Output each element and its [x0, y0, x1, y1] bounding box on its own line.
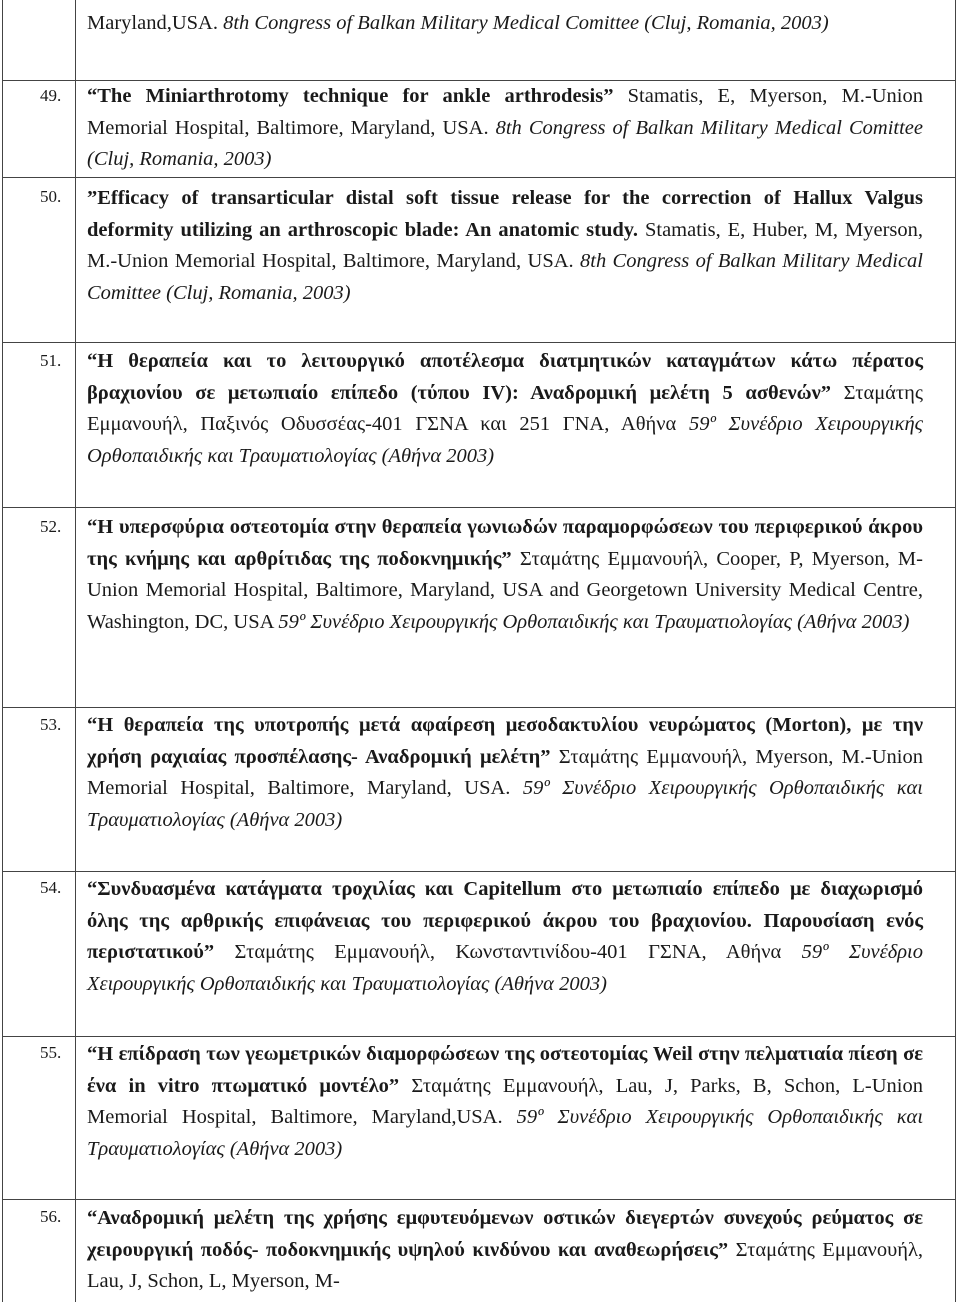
list-item-continuation [87, 8, 923, 40]
entry-title: “The Miniarthrotomy technique for ankle arthrodesis” [87, 85, 614, 107]
entry-conference: 59º Συνέδριο Χειρουργικής Ορθοπαιδικής και Τραυματιολογίας (Αθήνα 2003) [87, 413, 923, 467]
table-border-right [955, 0, 956, 1302]
row-divider [2, 871, 956, 872]
row-divider [2, 1199, 956, 1200]
entry-number: 51. [40, 351, 62, 370]
entry-title: ”Efficacy of transarticular distal soft tissue release for the correction of Hallux Valgus deformity utilizing an arthroscopic blade: An anatomic study. [87, 187, 923, 241]
entry-authors: Σταμάτης Εμμανουήλ, Cooper, P, Myerson, M-Union Memorial Hospital, Baltimore, Maryland, USA and Georgetown University Medical Centre, Washington, DC, USA [87, 547, 923, 633]
entry-authors: Maryland,USA. [87, 12, 218, 34]
entry-conference: 59º Συνέδριο Χειρουργικής Ορθοπαιδικής και Τραυματιολογίας (Αθήνα 2003) [87, 941, 924, 995]
entry-number: 56. [40, 1207, 62, 1226]
entry-conference: 59º Συνέδριο Χειρουργικής Ορθοπαιδικής και Τραυματιολογίας (Αθήνα 2003) [278, 610, 910, 633]
entry-authors: Stamatis, E, Myerson, M.-Union Memorial Hospital, Baltimore, Maryland, USA. [87, 85, 923, 139]
entry-authors: Σταμάτης Εμμανουήλ, Lau, J, Schon, L, Myerson, M- [87, 1238, 924, 1292]
entry-title: “Αναδρομική μελέτη της χρήσης εμφυτευόμενων οστικών διεγερτών συνεχούς ρεύματος σε χειρουργική ποδός- ποδοκνημικής υψηλού κινδύνου και αναθεωρήσεις” [87, 1207, 923, 1261]
entry-title: “Η υπερσφύρια οστεοτομία στην θεραπεία γωνιωδών παραμορφώσεων του περιφερικού άκρου της κνήμης και αρθρίτιδας της ποδοκνημικής” [87, 516, 923, 570]
entry-authors: Σταμάτης Εμμανουήλ, Myerson, M.-Union Memorial Hospital, Baltimore, Maryland, USA. [87, 745, 924, 799]
entry-conference: 8th Congress of Balkan Military Medical Comittee (Cluj, Romania, 2003) [87, 250, 923, 304]
entry-conference: 59º Συνέδριο Χειρουργικής Ορθοπαιδικής και Τραυματιολογίας (Αθήνα 2003) [87, 777, 924, 831]
table-column-divider [75, 0, 76, 1302]
row-divider [2, 507, 956, 508]
list-item [87, 1039, 923, 1165]
entry-conference: 8th Congress of Balkan Military Medical Comittee (Cluj, Romania, 2003) [87, 116, 923, 170]
entry-conference: 8th Congress of Balkan Military Medical Comittee (Cluj, Romania, 2003) [223, 12, 829, 34]
entry-title: “Η επίδραση των γεωμετρικών διαμορφώσεων της οστεοτομίας Weil στην πελματιαία πίεση σε ένα in vitro πτωματικό μοντέλο” [87, 1043, 923, 1097]
list-item [87, 346, 923, 472]
row-divider [2, 1036, 956, 1037]
entry-title: “Η θεραπεία της υποτροπής μετά αφαίρεση μεσοδακτυλίου νευρώματος (Morton), με την χρήση ραχιαίας προσπέλασης- Αναδρομική μελέτη” [87, 714, 923, 768]
table-border-left [2, 0, 3, 1302]
entry-title: “Συνδυασμένα κατάγματα τροχιλίας και Capitellum στο μετωπιαίο επίπεδο με διαχωρισμό όλης της αρθρικής επιφάνειας του περιφερικού άκρου του βραχιονίου. Παρουσίαση ενός περιστατικού” [87, 878, 923, 963]
entry-conference: 59º Συνέδριο Χειρουργικής Ορθοπαιδικής και Τραυματιολογίας (Αθήνα 2003) [87, 1106, 924, 1160]
row-divider [2, 707, 956, 708]
entry-number: 50. [40, 187, 62, 206]
list-item [87, 512, 923, 638]
entry-authors: Σταμάτης Εμμανουήλ, Κωνσταντινίδου-401 ΓΣΝΑ, Αθήνα [234, 941, 782, 963]
row-divider [2, 342, 956, 343]
entry-authors: Σταμάτης Εμμανουήλ, Παξινός Οδυσσέας-401 ΓΣΝΑ και 251 ΓΝΑ, Αθήνα [87, 381, 924, 435]
list-item [87, 183, 923, 309]
list-item [87, 710, 923, 836]
entry-number: 54. [40, 878, 62, 897]
entry-number: 53. [40, 715, 62, 734]
entry-title: “Η θεραπεία και το λειτουργικό αποτέλεσμα διατμητικών καταγμάτων κάτω πέρατος βραχιονίου σε μετωπιαίο επίπεδο (τύπου IV): Αναδρομική μελέτη 5 ασθενών” [87, 350, 923, 404]
entry-authors: Stamatis, E, Huber, M, Myerson, M.-Union Memorial Hospital, Baltimore, Maryland, USA. [87, 218, 923, 272]
list-item [87, 874, 923, 1000]
list-item [87, 1203, 923, 1298]
entry-number: 49. [40, 86, 62, 105]
entry-number: 55. [40, 1043, 62, 1062]
row-divider [2, 177, 956, 178]
entry-authors: Σταμάτης Εμμανουήλ, Lau, J, Parks, B, Schon, L-Union Memorial Hospital, Baltimore, Maryland,USA. [87, 1074, 923, 1128]
entry-number: 52. [40, 517, 62, 536]
list-item [87, 81, 923, 176]
